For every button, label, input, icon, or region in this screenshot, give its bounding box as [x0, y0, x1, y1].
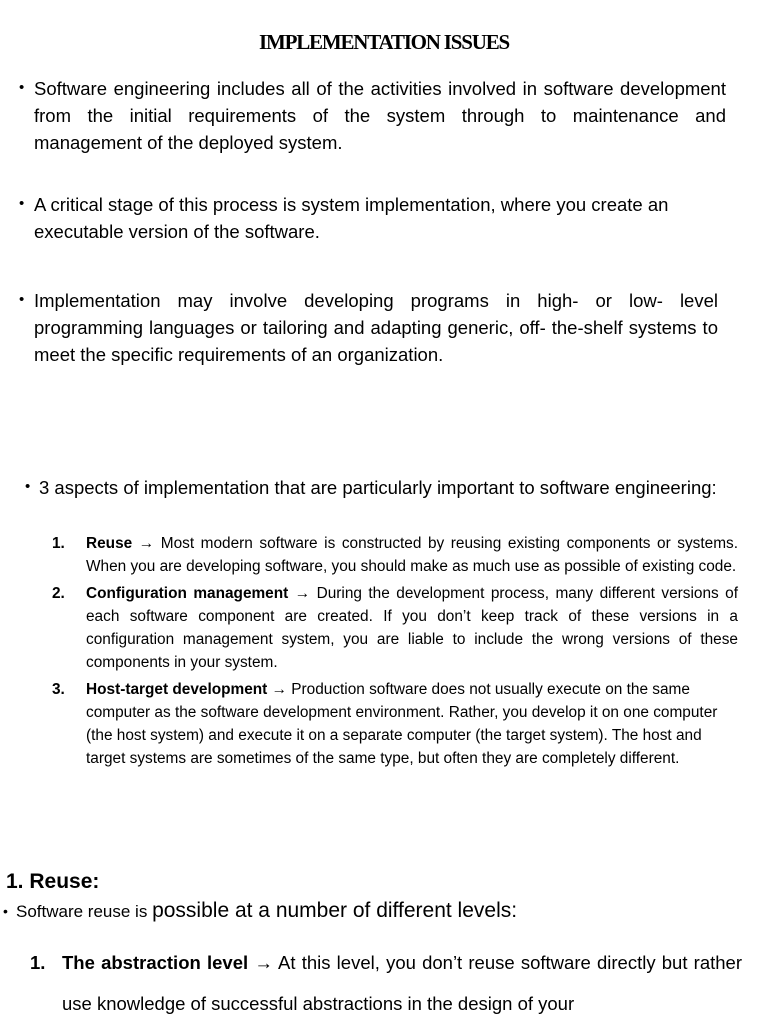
reuse-levels-list: [30, 942, 742, 1024]
list-number: 3.: [52, 681, 65, 698]
list-number: 2.: [52, 585, 65, 602]
bullet-paragraph: [19, 287, 718, 368]
aspect-term: Host-target development: [86, 681, 268, 698]
bullet-dot-icon: •: [19, 79, 25, 96]
bullet-text: Implementation may involve developing programs in high- or low- level programming languages or tailoring and adapting generic, off- the-shelf systems to meet the specific requirements of an organization.: [34, 290, 718, 365]
level-text: At this level, you don’t reuse software directly but rather use knowledge of successful abstractions in the design of your: [62, 952, 743, 1014]
arrow-icon: →: [138, 535, 155, 552]
section-heading: 1. Reuse:: [6, 870, 100, 893]
list-item: [30, 942, 742, 1024]
arrow-icon: →: [294, 585, 311, 602]
arrow-icon: →: [271, 681, 287, 698]
aspect-text: Most modern software is constructed by reusing existing components or systems. When you are developing software, you should make as much use as possible of existing code.: [86, 535, 739, 575]
bullet-paragraph: [3, 898, 518, 925]
arrow-icon: →: [254, 952, 273, 973]
page-title: IMPLEMENTATION ISSUES: [259, 30, 509, 54]
bullet-paragraph: [19, 75, 726, 156]
bullet-dot-icon: •: [19, 291, 25, 308]
aspects-list: [52, 532, 738, 774]
bullet-dot-icon: •: [25, 478, 31, 495]
aspect-text: During the development process, many different versions of each software component are created. If you don’t keep track of these versions in a configuration management system, you are liable to include the wrong versions of these components in your system.: [86, 585, 738, 671]
list-item: [52, 582, 738, 674]
bullet-paragraph: [19, 191, 724, 245]
aspect-term: Reuse: [86, 535, 133, 552]
bullet-dot-icon: •: [3, 903, 8, 919]
bullet-text-small: Software reuse is: [16, 902, 148, 921]
bullet-dot-icon: •: [19, 195, 25, 212]
bullet-text: A critical stage of this process is system implementation, where you create an executable version of the software.: [34, 194, 669, 242]
aspect-text: Production software does not usually execute on the same computer as the software development environment. Rather, you develop it on one computer (the host system) and execute it on a separate computer (the target system). The host and target systems are sometimes of the same type, but often they are completely different.: [86, 681, 718, 767]
bullet-text: 3 aspects of implementation that are particularly important to software engineering:: [39, 477, 717, 498]
list-number: 1.: [30, 952, 46, 973]
bullet-text-large: possible at a number of different levels:: [152, 899, 518, 922]
list-number: 1.: [52, 535, 65, 552]
bullet-text: Software engineering includes all of the activities involved in software development from the initial requirements of the system through to maintenance and management of the deployed system.: [34, 78, 726, 153]
list-item: [52, 678, 738, 770]
bullet-paragraph: [25, 474, 719, 501]
aspect-term: Configuration management: [86, 585, 289, 602]
list-item: [52, 532, 738, 578]
level-term: The abstraction level: [62, 952, 249, 973]
